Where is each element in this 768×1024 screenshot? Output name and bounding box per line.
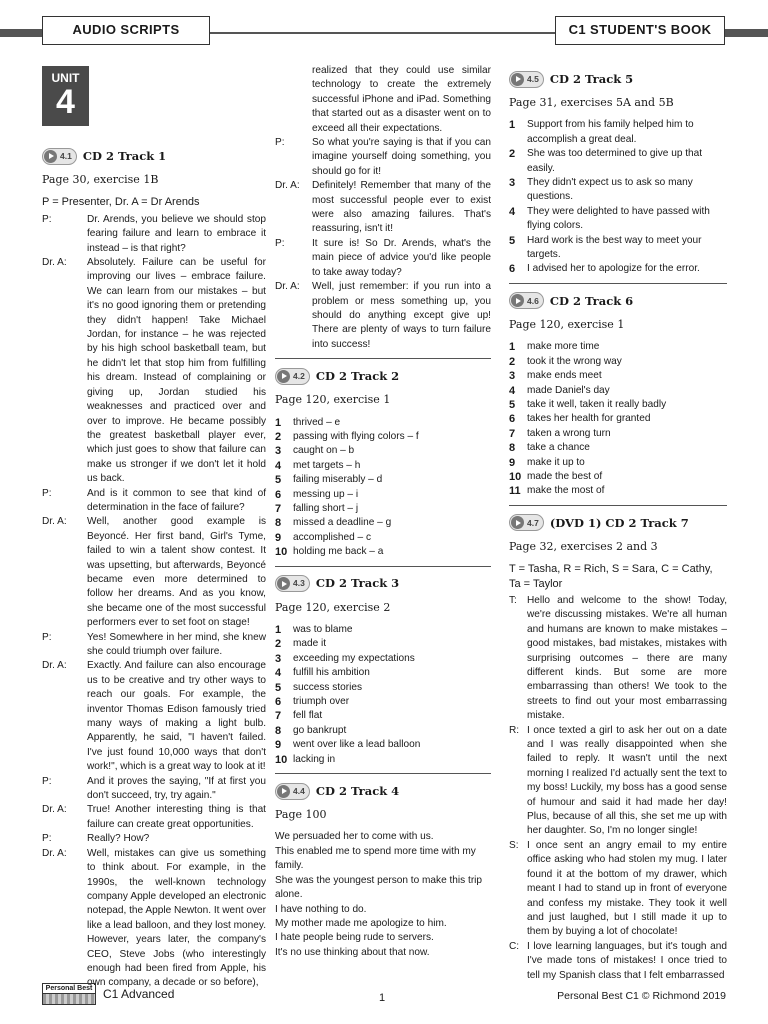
speaker-label: P: xyxy=(275,137,285,149)
list-item xyxy=(509,355,727,369)
section-divider xyxy=(275,566,491,567)
item-text: exceeding my expectations xyxy=(293,652,415,664)
column-1 xyxy=(42,145,266,991)
speaker-label: Dr. A: xyxy=(275,180,300,192)
item-text: fell flat xyxy=(293,710,323,722)
item-text: was to blame xyxy=(293,624,353,635)
item-number: 5 xyxy=(275,681,282,694)
list-item xyxy=(275,531,491,545)
item-number: 4 xyxy=(509,384,516,397)
item-text: failing miserably – d xyxy=(293,474,383,486)
dialogue-line xyxy=(275,136,491,179)
play-icon xyxy=(277,577,290,590)
logo-text: Personal Best xyxy=(43,984,95,994)
item-text: met targets – h xyxy=(293,459,361,471)
item-text: made the best of xyxy=(527,470,603,482)
dialogue-line xyxy=(275,280,491,352)
dialogue-line xyxy=(42,803,266,832)
dialogue-text: realized that they could use similar technology to create the extremely successful iPhone and iPad. Something that started out as a disaster went on to exceed all their expectations. xyxy=(312,65,491,134)
item-number: 5 xyxy=(275,474,282,487)
numbered-list xyxy=(275,623,491,767)
list-item xyxy=(509,205,727,234)
item-number: 3 xyxy=(509,177,516,190)
item-text: triumph over xyxy=(293,696,350,708)
audio-track-badge[interactable] xyxy=(509,292,544,309)
play-icon xyxy=(277,370,290,383)
item-number: 8 xyxy=(275,517,282,530)
list-item xyxy=(275,459,491,473)
dialogue-line xyxy=(509,940,727,983)
item-text: falling short – j xyxy=(293,502,359,514)
footer-level: C1 Advanced xyxy=(103,987,175,1001)
dialogue-line xyxy=(42,832,266,846)
dialogue-line xyxy=(42,213,266,256)
dialogue-line xyxy=(275,237,491,280)
item-number: 9 xyxy=(509,456,516,469)
item-text: holding me back – a xyxy=(293,546,384,558)
track-heading-4-2 xyxy=(275,365,491,387)
list-item xyxy=(275,516,491,530)
page-reference: Page 120, exercise 1 xyxy=(509,317,625,331)
item-text: messing up – i xyxy=(293,488,359,500)
speaker-label: P: xyxy=(42,631,52,643)
list-item xyxy=(509,427,727,441)
speaker-label xyxy=(275,64,312,136)
item-text: take a chance xyxy=(527,442,590,454)
item-number: 10 xyxy=(275,546,288,559)
item-number: 2 xyxy=(275,638,282,651)
audio-track-badge[interactable] xyxy=(509,71,544,88)
item-text: accomplished – c xyxy=(293,531,371,543)
column-3 xyxy=(509,68,727,983)
item-text: made it xyxy=(293,638,327,650)
item-text: thrived – e xyxy=(293,416,341,428)
logo-stripes xyxy=(43,994,95,1004)
track-heading-4-1 xyxy=(42,145,266,167)
numbered-list xyxy=(509,118,727,276)
play-icon xyxy=(511,73,524,86)
dialogue-line xyxy=(275,64,491,136)
page-reference: Page 120, exercise 2 xyxy=(275,600,391,614)
item-text: go bankrupt xyxy=(293,724,347,736)
list-item xyxy=(275,695,491,709)
speaker-key: T = Tasha, R = Rich, S = Sara, C = Cathy, Ta = Taylor xyxy=(509,563,713,590)
play-icon xyxy=(277,785,290,798)
sentence: We persuaded her to come with us. xyxy=(275,831,434,843)
item-number: 6 xyxy=(509,263,516,276)
speaker-label: Dr. A: xyxy=(42,660,67,672)
list-item xyxy=(275,652,491,666)
item-text: lacking in xyxy=(293,753,336,765)
numbered-list xyxy=(509,340,727,498)
dialogue xyxy=(42,213,266,991)
item-number: 9 xyxy=(275,739,282,752)
dialogue-text: Well, another good example is Beyoncé. Her first band, Girl's Tyme, failed to win a talent show contest. It was upsetting, but afterwards, Beyoncé became even more determined to follow her dreams. And as you know, she became one of the most successful performers ever to set foot on stage! xyxy=(87,516,266,629)
dialogue-line xyxy=(42,775,266,804)
list-item xyxy=(509,456,727,470)
dialogue-text: Absolutely. Failure can be useful for improving our lives – embrace failure. We can learn from our mistakes – but it's no good ignoring them or pretending they didn't happen! Take Michael Jordan, for instance – he was rejected by his high school basketball team, but he didn't let that stop him from fulfilling his dream. Instead of complaining or giving up, Jordan studied his weaknesses and practiced over and over to improve. He became possibly the greatest basketball player ever, which just goes to show that failure can make us stronger if we don't let it hold us back. xyxy=(87,257,266,485)
list-item xyxy=(509,340,727,354)
item-text: success stories xyxy=(293,681,362,693)
item-text: They didn't expect us to ask so many questions. xyxy=(527,177,693,203)
page-number: 1 xyxy=(379,992,386,1004)
numbered-list xyxy=(275,416,491,560)
item-text: went over like a lead balloon xyxy=(293,739,421,751)
dialogue-text: It sure is! So Dr. Arends, what's the main piece of advice you'd like people to take away today? xyxy=(312,237,491,278)
item-text: passing with flying colors – f xyxy=(293,430,419,442)
dialogue-text: I love learning languages, but it's tough and I've made tons of mistakes! I once tried to tell my Spanish class that I felt embarrassed xyxy=(527,940,727,981)
audio-track-badge[interactable] xyxy=(509,514,544,531)
item-text: Support from his family helped him to accomplish a great deal. xyxy=(527,119,694,145)
track-heading-4-7 xyxy=(509,512,727,534)
item-text: make the most of xyxy=(527,485,605,497)
dialogue-text: And is it common to see that kind of determination in the face of failure? xyxy=(87,487,266,513)
audio-track-badge[interactable] xyxy=(275,575,310,592)
dialogue-line xyxy=(42,631,266,660)
dialogue-line xyxy=(42,256,266,487)
item-number: 7 xyxy=(275,502,282,515)
item-number: 1 xyxy=(275,416,282,429)
list-item xyxy=(275,623,491,637)
dialogue-text: I once texted a girl to ask her out on a date and I was really disappointed when she failed to reply. It wasn't until the next morning I realized I'd actually sent the text to my boss! Luckily, my boss has a good sense of humour and said it had made her day! Plus, because of all this, she set me up with her daughter. So, I'm no longer single! xyxy=(527,724,727,837)
item-text: make ends meet xyxy=(527,370,602,382)
list-item xyxy=(275,753,491,767)
speaker-label: R: xyxy=(509,724,520,736)
item-number: 4 xyxy=(275,459,282,472)
list-item xyxy=(275,473,491,487)
sentence: She was the youngest person to make this trip alone. xyxy=(275,874,483,901)
dialogue-text: Well, just remember: if you run into a problem or mess something up, you should do anything except give up! There are plenty of ways to turn failure into success! xyxy=(312,281,491,350)
sentence: I have nothing to do. xyxy=(275,903,367,915)
item-number: 7 xyxy=(509,427,516,440)
item-text: She was too determined to give up that easily. xyxy=(527,148,703,174)
dialogue-text: Really? How? xyxy=(87,833,150,845)
sentence: This enabled me to spend more time with my family. xyxy=(275,845,476,872)
sentence: It's no use thinking about that now. xyxy=(275,946,430,958)
item-text: They were delighted to have passed with flying colors. xyxy=(527,205,710,232)
track-number: 4.3 xyxy=(293,578,305,589)
section-divider xyxy=(275,358,491,359)
dialogue-text: So what you're saying is that if you can imagine yourself doing something, you should go for it! xyxy=(312,137,491,177)
list-item xyxy=(275,545,491,559)
speaker-label: T: xyxy=(509,594,517,606)
header-rule-middle xyxy=(210,32,555,34)
speaker-label: S: xyxy=(509,839,519,851)
header-right-label: C1 STUDENT'S BOOK xyxy=(555,16,725,45)
item-text: taken a wrong turn xyxy=(527,427,611,439)
item-text: I advised her to apologize for the error. xyxy=(527,263,700,275)
dialogue-line xyxy=(42,487,266,516)
speaker-label: Dr. A: xyxy=(42,516,67,528)
track-number: 4.2 xyxy=(293,370,305,381)
list-item xyxy=(275,724,491,738)
track-title: CD 2 Track 2 xyxy=(315,368,400,383)
item-number: 8 xyxy=(275,724,282,737)
audio-track-badge[interactable] xyxy=(42,148,77,165)
item-number: 8 xyxy=(509,442,516,455)
track-number: 4.6 xyxy=(527,295,539,306)
track-heading-4-6 xyxy=(509,290,727,312)
item-number: 6 xyxy=(275,488,282,501)
dialogue-text: Exactly. And failure can also encourage us to be creative and try other ways to reach our goals. For example, the inventor Thomas Edison famously tried many ways of making a light bulb. Apparently, he said, "I haven't failed. I've just found 10,000 ways that don't work!", which is a great way to look at it! xyxy=(87,660,266,773)
list-item xyxy=(275,444,491,458)
dialogue-text: Well, mistakes can give us something to think about. For example, in the 1990s, the well-known technology company Apple developed an electronic notepad, the Apple Newton. It went over like a lead balloon, and they lost money. However, years later, the company's CEO, Steve Jobs (who interestingly enough had been fired from Apple, his own company, a decade or so before), xyxy=(87,847,267,989)
list-item xyxy=(509,484,727,498)
track-number: 4.1 xyxy=(60,150,72,161)
list-item xyxy=(275,502,491,516)
item-text: make more time xyxy=(527,341,600,353)
item-number: 6 xyxy=(275,696,282,709)
sentence: I hate people being rude to servers. xyxy=(275,932,434,944)
play-icon xyxy=(511,294,524,307)
track-title: CD 2 Track 6 xyxy=(549,293,634,308)
list-item xyxy=(509,147,727,176)
item-text: takes her health for granted xyxy=(527,413,651,425)
dialogue-text: And it proves the saying, "If at first you don't succeed, try, try again." xyxy=(87,775,266,802)
dialogue-line xyxy=(42,659,266,774)
item-text: fulfill his ambition xyxy=(293,667,370,679)
page-reference: Page 30, exercise 1B xyxy=(42,173,159,186)
unit-label: UNIT xyxy=(51,71,80,85)
dialogue-line xyxy=(509,724,727,839)
dialogue-text: Yes! Somewhere in her mind, she knew she could triumph over failure. xyxy=(87,631,266,657)
personal-best-logo xyxy=(42,983,96,1005)
header-rule-right xyxy=(725,29,768,37)
track-heading-4-3 xyxy=(275,573,491,595)
track-title: CD 2 Track 1 xyxy=(82,148,167,163)
footer-copyright: Personal Best C1 © Richmond 2019 xyxy=(557,990,726,1002)
list-item xyxy=(509,262,727,276)
speaker-label: P: xyxy=(42,213,52,225)
item-number: 1 xyxy=(509,341,516,354)
page-reference: Page 120, exercise 1 xyxy=(275,393,391,407)
track-title: CD 2 Track 3 xyxy=(315,576,400,591)
list-item xyxy=(275,637,491,651)
sentence: My mother made me apologize to him. xyxy=(275,917,447,929)
dialogue-text: Dr. Arends, you believe we should stop fearing failure and learn to embrace it instead – is that right? xyxy=(87,213,266,254)
item-text: missed a deadline – g xyxy=(293,517,392,529)
unit-number: 4 xyxy=(56,83,75,121)
dialogue-text: True! Another interesting thing is that failure can create great opportunities. xyxy=(87,804,266,830)
speaker-label: Dr. A: xyxy=(42,804,67,816)
section-divider xyxy=(509,505,727,506)
list-item xyxy=(275,681,491,695)
list-item xyxy=(275,666,491,680)
item-number: 5 xyxy=(509,398,516,411)
track-number: 4.5 xyxy=(527,73,539,84)
dialogue-text: I once sent an angry email to my entire office asking who had stolen my mug. I later found it at the bottom of my drawer, which meant I had to stand up in front of everyone and confess my mistake. They took it well and just laughed, but I still made it up to them by buying a lot of chocolate! xyxy=(527,839,727,938)
item-number: 1 xyxy=(509,119,516,132)
dialogue-line xyxy=(509,839,727,940)
item-number: 4 xyxy=(275,667,282,680)
list-item xyxy=(509,384,727,398)
audio-track-badge[interactable] xyxy=(275,783,310,800)
track-title: CD 2 Track 4 xyxy=(315,783,400,798)
sentence-list xyxy=(275,830,491,960)
track-heading-4-4 xyxy=(275,780,491,802)
item-text: make it up to xyxy=(527,456,585,468)
speaker-label: Dr. A: xyxy=(42,847,67,859)
list-item xyxy=(509,234,727,263)
play-icon xyxy=(44,150,57,163)
dialogue-line xyxy=(42,515,266,630)
dialogue-text: Hello and welcome to the show! Today, we're discussing mistakes. We're all human and humans are known to make mistakes – good mistakes, bad mistakes, mistakes with surprising outcomes – there are many different kinds. But some are more embarrassing than others! We took to the streets to find out your most embarrassing mistake. xyxy=(527,594,727,722)
item-number: 5 xyxy=(509,234,516,247)
speaker-label: P: xyxy=(42,833,52,845)
item-number: 3 xyxy=(509,370,516,383)
track-heading-4-5 xyxy=(509,68,727,90)
column-2 xyxy=(275,64,491,960)
list-item xyxy=(509,176,727,205)
item-number: 11 xyxy=(509,485,521,498)
section-divider xyxy=(509,283,727,284)
page-reference: Page 32, exercises 2 and 3 xyxy=(509,539,658,553)
speaker-label: Dr. A: xyxy=(42,257,67,269)
header-left-label: AUDIO SCRIPTS xyxy=(42,16,210,45)
page-reference: Page 31, exercises 5A and 5B xyxy=(509,96,674,109)
item-number: 10 xyxy=(509,470,522,483)
list-item xyxy=(509,118,727,147)
speaker-label: C: xyxy=(509,940,520,952)
list-item xyxy=(275,416,491,430)
item-number: 2 xyxy=(275,430,282,443)
item-number: 3 xyxy=(275,652,282,665)
list-item xyxy=(275,709,491,723)
dialogue-line xyxy=(275,179,491,237)
audio-track-badge[interactable] xyxy=(275,368,310,385)
item-text: caught on – b xyxy=(293,445,355,457)
item-text: took it the wrong way xyxy=(527,355,622,367)
play-icon xyxy=(511,516,524,529)
list-item xyxy=(509,398,727,412)
list-item xyxy=(275,430,491,444)
speaker-label: P: xyxy=(275,237,285,249)
item-number: 1 xyxy=(275,624,282,636)
dialogue-line xyxy=(42,847,266,991)
speaker-label: Dr. A: xyxy=(275,281,300,293)
dialogue-line xyxy=(509,594,727,724)
section-divider xyxy=(275,773,491,774)
speaker-key: P = Presenter, Dr. A = Dr Arends xyxy=(42,196,200,209)
speaker-label: P: xyxy=(42,775,52,787)
list-item xyxy=(509,369,727,383)
track-title: (DVD 1) CD 2 Track 7 xyxy=(549,515,689,530)
item-text: made Daniel's day xyxy=(527,384,610,396)
item-number: 7 xyxy=(275,710,282,723)
list-item xyxy=(509,412,727,426)
item-number: 2 xyxy=(509,148,516,161)
item-number: 6 xyxy=(509,413,516,426)
dialogue-text: Definitely! Remember that many of the most successful people ever to exist were also amazing failures. That's reassuring, isn't it! xyxy=(312,180,491,235)
speaker-label: P: xyxy=(42,487,52,499)
list-item xyxy=(509,441,727,455)
page-reference: Page 100 xyxy=(275,808,327,822)
track-number: 4.7 xyxy=(527,517,539,528)
item-number: 2 xyxy=(509,355,516,368)
list-item xyxy=(275,738,491,752)
item-number: 3 xyxy=(275,445,282,458)
dialogue-continued xyxy=(275,64,491,352)
track-title: CD 2 Track 5 xyxy=(549,71,634,86)
dialogue xyxy=(509,594,727,983)
track-number: 4.4 xyxy=(293,785,305,796)
list-item xyxy=(275,488,491,502)
header-rule-left xyxy=(0,29,42,37)
list-item xyxy=(509,470,727,484)
item-number: 9 xyxy=(275,531,282,544)
item-text: take it well, taken it really badly xyxy=(527,398,667,410)
item-number: 4 xyxy=(509,205,516,218)
item-number: 10 xyxy=(275,753,288,766)
item-text: Hard work is the best way to meet your targets. xyxy=(527,234,702,261)
unit-badge xyxy=(42,66,89,126)
